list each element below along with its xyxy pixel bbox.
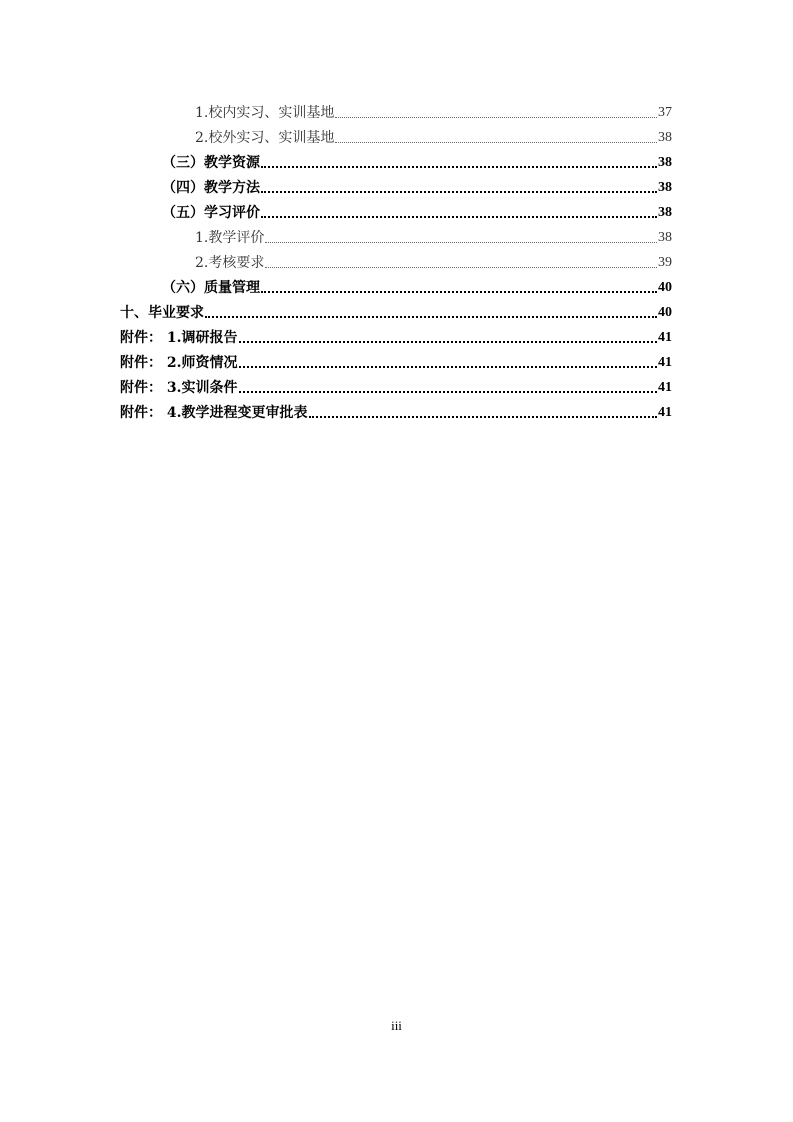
dot-leader	[261, 191, 657, 193]
dot-leader	[239, 391, 658, 393]
toc-entry-title: 1.校内实习、实训基地	[195, 105, 335, 121]
toc-entry-title: 附件： 4.教学进程变更审批表	[120, 405, 308, 421]
toc-entry-page: 38	[658, 230, 672, 245]
toc-entry[interactable]	[120, 147, 672, 172]
toc-entry-title: 附件： 2.师资情况	[120, 355, 238, 371]
toc-entry-title: （三）教学资源	[162, 155, 260, 171]
toc-entry[interactable]	[120, 322, 672, 347]
toc-entry[interactable]	[120, 172, 672, 197]
dot-leader	[335, 117, 657, 118]
toc-entry-title: （六）质量管理	[162, 280, 260, 296]
toc-entry-title: （五）学习评价	[162, 205, 260, 221]
dot-leader	[309, 416, 658, 418]
toc-entry-page: 41	[658, 330, 672, 345]
toc-entry[interactable]	[120, 397, 672, 422]
toc-entry[interactable]	[120, 122, 672, 147]
dot-leader	[261, 291, 657, 293]
page-number: iii	[391, 1018, 402, 1033]
dot-leader	[261, 166, 657, 168]
dot-leader	[239, 341, 658, 343]
toc-entry-page: 38	[658, 180, 672, 195]
toc-entry-page: 41	[658, 355, 672, 370]
dot-leader	[205, 316, 657, 318]
toc-entry-title: （四）教学方法	[162, 180, 260, 196]
toc-entry[interactable]	[120, 197, 672, 222]
toc-entry-page: 37	[658, 105, 672, 120]
toc-entry[interactable]	[120, 247, 672, 272]
toc-entry-title: 2.校外实习、实训基地	[195, 130, 335, 146]
toc-entry[interactable]	[120, 372, 672, 397]
toc-entry[interactable]	[120, 272, 672, 297]
toc-entry-title: 十、毕业要求	[120, 305, 204, 321]
dot-leader	[261, 216, 657, 218]
toc-entry-page: 38	[658, 155, 672, 170]
toc-entry[interactable]	[120, 297, 672, 322]
toc-entry-title: 附件： 3.实训条件	[120, 380, 238, 396]
dot-leader	[335, 142, 657, 143]
toc-entry-page: 38	[658, 205, 672, 220]
dot-leader	[239, 366, 658, 368]
toc-entry-page: 40	[658, 280, 672, 295]
toc-entry[interactable]	[120, 347, 672, 372]
dot-leader	[265, 242, 657, 243]
toc-entry-title: 1.教学评价	[195, 230, 265, 246]
toc-entry[interactable]	[120, 97, 672, 122]
toc-entry-title: 2.考核要求	[195, 255, 265, 271]
toc-entry-page: 40	[658, 305, 672, 320]
toc-entry-page: 38	[658, 130, 672, 145]
table-of-contents	[120, 97, 672, 422]
toc-entry-page: 41	[658, 405, 672, 420]
toc-entry[interactable]	[120, 222, 672, 247]
dot-leader	[265, 267, 657, 268]
toc-entry-page: 41	[658, 380, 672, 395]
toc-entry-page: 39	[658, 255, 672, 270]
toc-entry-title: 附件： 1.调研报告	[120, 330, 238, 346]
